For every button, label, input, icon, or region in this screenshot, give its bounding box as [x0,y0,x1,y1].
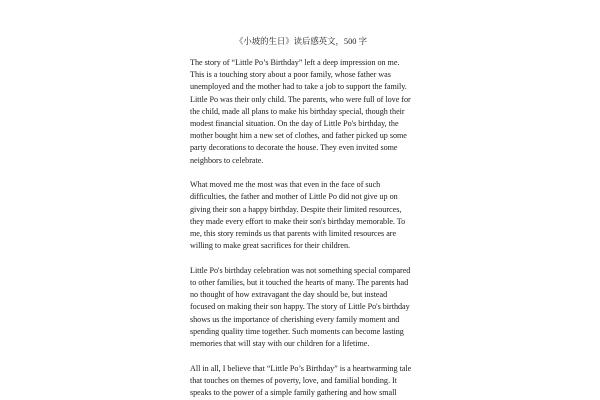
paragraph-1: The story of “Little Po’s Birthday” left a deep impression on me. This is a touching story about a poor family, whose father was unemployed and the mother had to take a job to support the family. Little Po was their only child. The parents, who were full of love for the child, made all plans to make his birthday special, though their modest financial situation. On the day of Little Po's birthday, the mother bought him a new set of clothes, and father picked up some party decorations to decorate the house. They even invited some neighbors to celebrate. [190,58,411,165]
paragraph-3: Little Po's birthday celebration was not something special compared to other families, but it touched the hearts of many. The parents had no thought of how extravagant the day should be, but instead focused on making their son happy. The story of Little Po's birthday shows us the importance of cherishing every family moment and spending quality time together. Such moments can become lasting memories that will stay with our children for a lifetime. [190,265,411,349]
document-title: 《小坡的生日》读后感英文，500 字 [235,37,367,46]
paragraph-2: What moved me the most was that even in the face of such difficulties, the father and mother of Little Po did not give up on giving their son a happy birthday. Despite their limited resources, they made every effort to make their son's birthday memorable. To me, this story reminds us that parents with limited resources are willing to make great sacrifices for their children. [190,180,406,251]
paragraph-4: All in all, I believe that “Little Po’s Birthday” is a heartwarming tale that touches on themes of poverty, love, and familial bonding. It speaks to the power of a simple family gathering and how small [190,363,412,398]
document-page [190,36,412,399]
